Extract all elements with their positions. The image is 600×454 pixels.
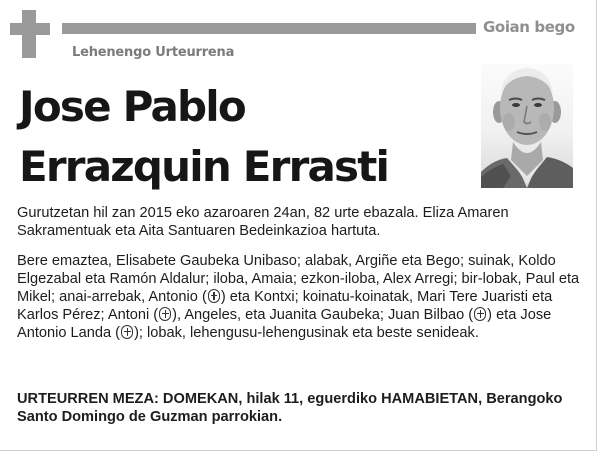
circled-cross-icon <box>208 289 220 303</box>
family-text-segment: Bere emaztea, Elisabete Gaubeka Unibaso; alabak, Argiñe eta Bego; suinak, Koldo Elgezabal eta Ramón Aldalur; iloba, Amaia; ezkon-iloba, Alex Arregi; bir-lobak, Paul eta Mikel; anai-arrebak, Antonio ( <box>17 253 580 305</box>
header-divider-bar <box>62 23 476 34</box>
family-text-segment: ); lobak, lehengusu-lehengusinak eta beste senideak. <box>134 325 479 341</box>
death-notice-paragraph: Gurutzetan hil zan 2015 eko azaroaren 24an, 82 urte ebazala. Eliza Amaren Sakramentuak eta Aita Santuaren Bedeinkazioa hartuta. <box>17 205 509 239</box>
latin-cross-icon <box>10 10 50 58</box>
circled-cross-icon <box>121 325 133 339</box>
category-label: Goian bego <box>483 18 575 36</box>
circled-cross-icon <box>474 307 486 321</box>
family-text-segment: ) eta Jose Antonio Landa ( <box>17 307 552 341</box>
family-list-paragraph <box>17 252 582 342</box>
circled-cross-icon <box>159 307 171 321</box>
portrait-photo <box>481 64 573 188</box>
family-text-segment: ), Angeles, eta Juanita Gaubeka; Juan Bilbao ( <box>172 307 474 323</box>
deceased-name-surnames: Errazquin Errasti <box>19 142 389 191</box>
anniversary-subtitle: Lehenengo Urteurrena <box>72 45 235 60</box>
memorial-mass-paragraph: URTEURREN MEZA: DOMEKAN, hilak 11, eguerdiko HAMABIETAN, Berangoko Santo Domingo de Guzman parrokian. <box>17 391 563 425</box>
deceased-name-first: Jose Pablo <box>19 82 245 131</box>
family-text-segment: ) eta Kontxi; koinatu-koinatak, Mari Tere Juaristi eta Karlos Pérez; Antoni ( <box>17 289 553 323</box>
